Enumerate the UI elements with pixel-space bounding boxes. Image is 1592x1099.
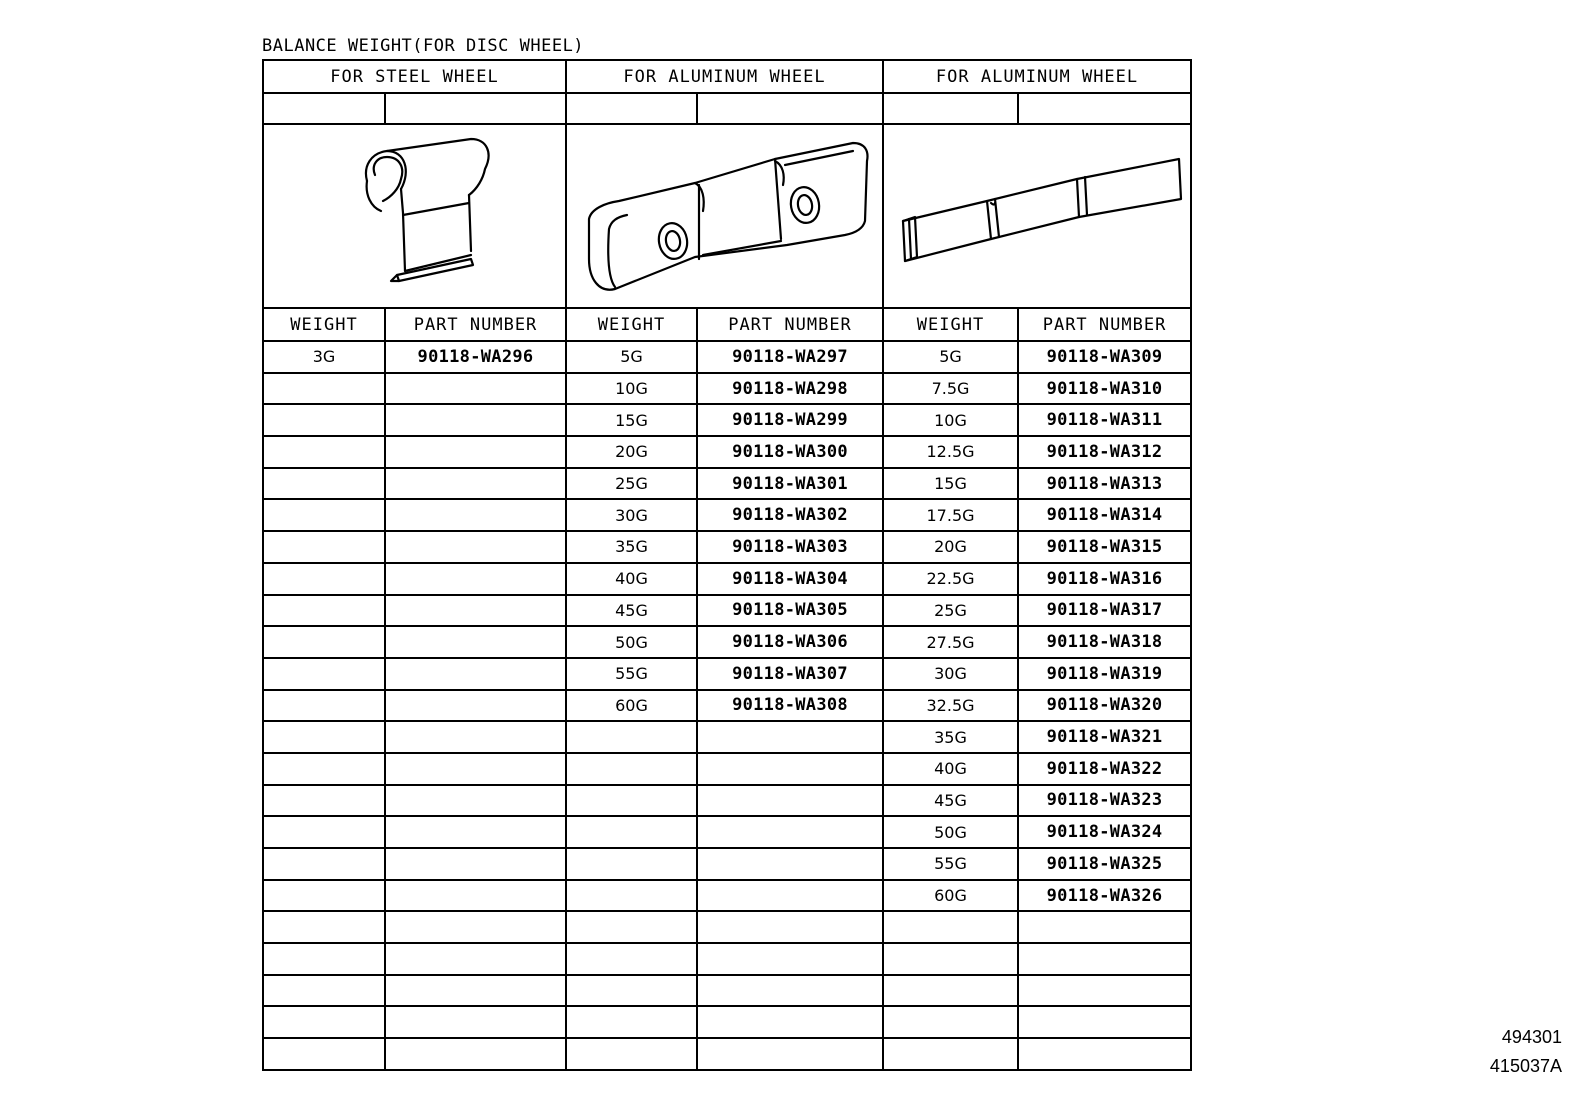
weight-cell xyxy=(566,753,697,785)
weight-cell xyxy=(263,626,385,658)
part-number-cell: 90118-WA311 xyxy=(1018,404,1191,436)
part-number-cell: 90118-WA307 xyxy=(697,658,883,690)
balance-weight-table xyxy=(262,59,1192,1071)
part-number-cell: 90118-WA317 xyxy=(1018,595,1191,627)
group-aluminum-wheel-1: FOR ALUMINUM WHEEL xyxy=(566,60,883,93)
weight-cell: 10G xyxy=(883,404,1018,436)
part-number-cell xyxy=(385,690,566,722)
weight-cell xyxy=(263,499,385,531)
part-number-cell xyxy=(1018,1006,1191,1038)
part-number-cell: 90118-WA310 xyxy=(1018,373,1191,405)
diagram-code-2: 415037A xyxy=(1489,1056,1562,1076)
part-number-cell: 90118-WA314 xyxy=(1018,499,1191,531)
weight-cell xyxy=(263,531,385,563)
part-number-cell xyxy=(385,499,566,531)
group-header-row xyxy=(263,60,1191,93)
weight-cell: 25G xyxy=(883,595,1018,627)
part-number-cell xyxy=(385,595,566,627)
part-number-cell xyxy=(385,753,566,785)
part-number-cell xyxy=(697,1038,883,1070)
weight-cell xyxy=(883,1038,1018,1070)
part-number-cell xyxy=(385,468,566,500)
three-segment-adhesive-weight-illustration xyxy=(883,124,1191,308)
table-row xyxy=(263,626,1191,658)
part-number-cell: 90118-WA319 xyxy=(1018,658,1191,690)
part-number-cell xyxy=(385,975,566,1007)
weight-cell: 3G xyxy=(263,341,385,373)
weight-cell xyxy=(566,975,697,1007)
diagram-title: BALANCE WEIGHT(FOR DISC WHEEL) xyxy=(262,36,585,56)
weight-cell: 5G xyxy=(883,341,1018,373)
group-steel-wheel: FOR STEEL WHEEL xyxy=(263,60,566,93)
part-number-cell xyxy=(697,943,883,975)
part-number-cell: 90118-WA297 xyxy=(697,341,883,373)
weight-cell xyxy=(263,911,385,943)
weight-cell xyxy=(263,753,385,785)
weight-cell xyxy=(263,595,385,627)
weight-cell: 60G xyxy=(883,880,1018,912)
blank-cell xyxy=(566,93,697,124)
weight-cell: 20G xyxy=(883,531,1018,563)
part-number-cell: 90118-WA320 xyxy=(1018,690,1191,722)
weight-cell xyxy=(883,975,1018,1007)
part-number-cell xyxy=(385,816,566,848)
table-row xyxy=(263,595,1191,627)
weight-cell: 40G xyxy=(566,563,697,595)
table-row xyxy=(263,975,1191,1007)
col-part-number-aluminum-2: PART NUMBER xyxy=(1018,308,1191,341)
part-number-cell: 90118-WA296 xyxy=(385,341,566,373)
weight-cell: 7.5G xyxy=(883,373,1018,405)
table-row xyxy=(263,373,1191,405)
col-weight-aluminum-2: WEIGHT xyxy=(883,308,1018,341)
blank-cell xyxy=(883,93,1018,124)
table-row xyxy=(263,341,1191,373)
weight-cell xyxy=(263,690,385,722)
table-row xyxy=(263,848,1191,880)
weight-cell xyxy=(566,1006,697,1038)
weight-cell xyxy=(566,848,697,880)
part-number-cell: 90118-WA300 xyxy=(697,436,883,468)
part-number-cell: 90118-WA322 xyxy=(1018,753,1191,785)
blank-row xyxy=(263,93,1191,124)
blank-cell xyxy=(385,93,566,124)
weight-cell: 15G xyxy=(566,404,697,436)
table-row xyxy=(263,753,1191,785)
weight-cell: 5G xyxy=(566,341,697,373)
part-number-cell xyxy=(697,1006,883,1038)
weight-cell: 50G xyxy=(566,626,697,658)
weight-cell: 17.5G xyxy=(883,499,1018,531)
weight-cell: 27.5G xyxy=(883,626,1018,658)
part-number-cell xyxy=(697,975,883,1007)
weight-cell: 40G xyxy=(883,753,1018,785)
weight-cell: 25G xyxy=(566,468,697,500)
weight-cell xyxy=(883,1006,1018,1038)
weight-cell: 12.5G xyxy=(883,436,1018,468)
weight-cell: 35G xyxy=(566,531,697,563)
weight-cell xyxy=(263,975,385,1007)
part-number-cell xyxy=(385,848,566,880)
blank-cell xyxy=(1018,93,1191,124)
weight-cell: 60G xyxy=(566,690,697,722)
weight-cell xyxy=(566,1038,697,1070)
part-number-cell: 90118-WA305 xyxy=(697,595,883,627)
part-number-cell: 90118-WA303 xyxy=(697,531,883,563)
weight-cell xyxy=(566,785,697,817)
table-row xyxy=(263,563,1191,595)
weight-cell xyxy=(263,785,385,817)
part-number-cell: 90118-WA313 xyxy=(1018,468,1191,500)
part-number-cell: 90118-WA304 xyxy=(697,563,883,595)
weight-cell xyxy=(263,658,385,690)
weight-cell xyxy=(263,943,385,975)
part-number-cell: 90118-WA318 xyxy=(1018,626,1191,658)
weight-cell xyxy=(566,721,697,753)
part-number-cell xyxy=(697,911,883,943)
col-part-number-steel: PART NUMBER xyxy=(385,308,566,341)
table-row xyxy=(263,1038,1191,1070)
part-number-cell: 90118-WA301 xyxy=(697,468,883,500)
weight-cell xyxy=(566,880,697,912)
table-row xyxy=(263,1006,1191,1038)
table-row xyxy=(263,499,1191,531)
part-number-cell: 90118-WA316 xyxy=(1018,563,1191,595)
part-number-cell: 90118-WA324 xyxy=(1018,816,1191,848)
part-number-cell: 90118-WA321 xyxy=(1018,721,1191,753)
weight-cell xyxy=(566,911,697,943)
weight-cell xyxy=(263,721,385,753)
part-number-cell xyxy=(385,880,566,912)
part-number-cell xyxy=(385,943,566,975)
table-row xyxy=(263,436,1191,468)
part-number-cell xyxy=(385,658,566,690)
weight-cell: 45G xyxy=(883,785,1018,817)
part-number-cell xyxy=(385,785,566,817)
weight-cell: 55G xyxy=(566,658,697,690)
part-number-cell xyxy=(385,626,566,658)
weight-cell: 45G xyxy=(566,595,697,627)
part-number-cell xyxy=(385,404,566,436)
table-row xyxy=(263,721,1191,753)
weight-cell: 32.5G xyxy=(883,690,1018,722)
weight-cell: 22.5G xyxy=(883,563,1018,595)
part-number-cell xyxy=(385,911,566,943)
part-number-cell xyxy=(385,563,566,595)
weight-cell xyxy=(263,563,385,595)
part-number-cell: 90118-WA308 xyxy=(697,690,883,722)
weight-cell: 15G xyxy=(883,468,1018,500)
weight-cell xyxy=(883,943,1018,975)
part-number-cell: 90118-WA306 xyxy=(697,626,883,658)
table-row xyxy=(263,816,1191,848)
table-row xyxy=(263,531,1191,563)
weight-cell: 30G xyxy=(566,499,697,531)
table-row xyxy=(263,880,1191,912)
part-number-cell xyxy=(697,880,883,912)
part-number-cell: 90118-WA325 xyxy=(1018,848,1191,880)
part-number-cell xyxy=(697,816,883,848)
weight-cell xyxy=(263,1006,385,1038)
part-number-cell xyxy=(697,753,883,785)
group-aluminum-wheel-2: FOR ALUMINUM WHEEL xyxy=(883,60,1191,93)
weight-cell xyxy=(263,373,385,405)
part-number-cell xyxy=(385,1006,566,1038)
part-number-cell xyxy=(385,436,566,468)
part-number-cell xyxy=(697,785,883,817)
blank-cell xyxy=(697,93,883,124)
column-header-row xyxy=(263,308,1191,341)
table-row xyxy=(263,468,1191,500)
weight-cell xyxy=(263,880,385,912)
part-number-cell xyxy=(1018,943,1191,975)
weight-cell xyxy=(566,816,697,848)
table-row xyxy=(263,404,1191,436)
blank-cell xyxy=(263,93,385,124)
col-weight-steel: WEIGHT xyxy=(263,308,385,341)
table-row xyxy=(263,658,1191,690)
part-number-cell xyxy=(385,373,566,405)
table-row xyxy=(263,690,1191,722)
table-row xyxy=(263,911,1191,943)
weight-cell: 10G xyxy=(566,373,697,405)
part-number-cell xyxy=(697,848,883,880)
part-number-cell xyxy=(1018,975,1191,1007)
weight-cell: 55G xyxy=(883,848,1018,880)
table-row xyxy=(263,943,1191,975)
part-number-cell: 90118-WA323 xyxy=(1018,785,1191,817)
weight-cell xyxy=(883,911,1018,943)
illustration-row xyxy=(263,124,1191,308)
two-segment-adhesive-weight-illustration xyxy=(566,124,883,308)
table-row xyxy=(263,785,1191,817)
col-weight-aluminum-1: WEIGHT xyxy=(566,308,697,341)
part-number-cell xyxy=(697,721,883,753)
part-number-cell xyxy=(385,721,566,753)
part-number-cell xyxy=(1018,1038,1191,1070)
clip-on-weight-illustration xyxy=(263,124,566,308)
part-number-cell: 90118-WA326 xyxy=(1018,880,1191,912)
weight-cell xyxy=(263,816,385,848)
weight-cell: 50G xyxy=(883,816,1018,848)
part-number-cell: 90118-WA302 xyxy=(697,499,883,531)
part-number-cell: 90118-WA315 xyxy=(1018,531,1191,563)
part-number-cell xyxy=(1018,911,1191,943)
weight-cell xyxy=(263,848,385,880)
weight-cell xyxy=(263,404,385,436)
weight-cell xyxy=(566,943,697,975)
part-number-cell: 90118-WA309 xyxy=(1018,341,1191,373)
col-part-number-aluminum-1: PART NUMBER xyxy=(697,308,883,341)
part-number-cell: 90118-WA312 xyxy=(1018,436,1191,468)
diagram-code-1: 494301 xyxy=(1501,1027,1562,1047)
part-number-cell: 90118-WA299 xyxy=(697,404,883,436)
weight-cell xyxy=(263,1038,385,1070)
part-number-cell: 90118-WA298 xyxy=(697,373,883,405)
part-number-cell xyxy=(385,1038,566,1070)
weight-cell xyxy=(263,468,385,500)
part-number-cell xyxy=(385,531,566,563)
weight-cell xyxy=(263,436,385,468)
weight-cell: 35G xyxy=(883,721,1018,753)
weight-cell: 30G xyxy=(883,658,1018,690)
weight-cell: 20G xyxy=(566,436,697,468)
